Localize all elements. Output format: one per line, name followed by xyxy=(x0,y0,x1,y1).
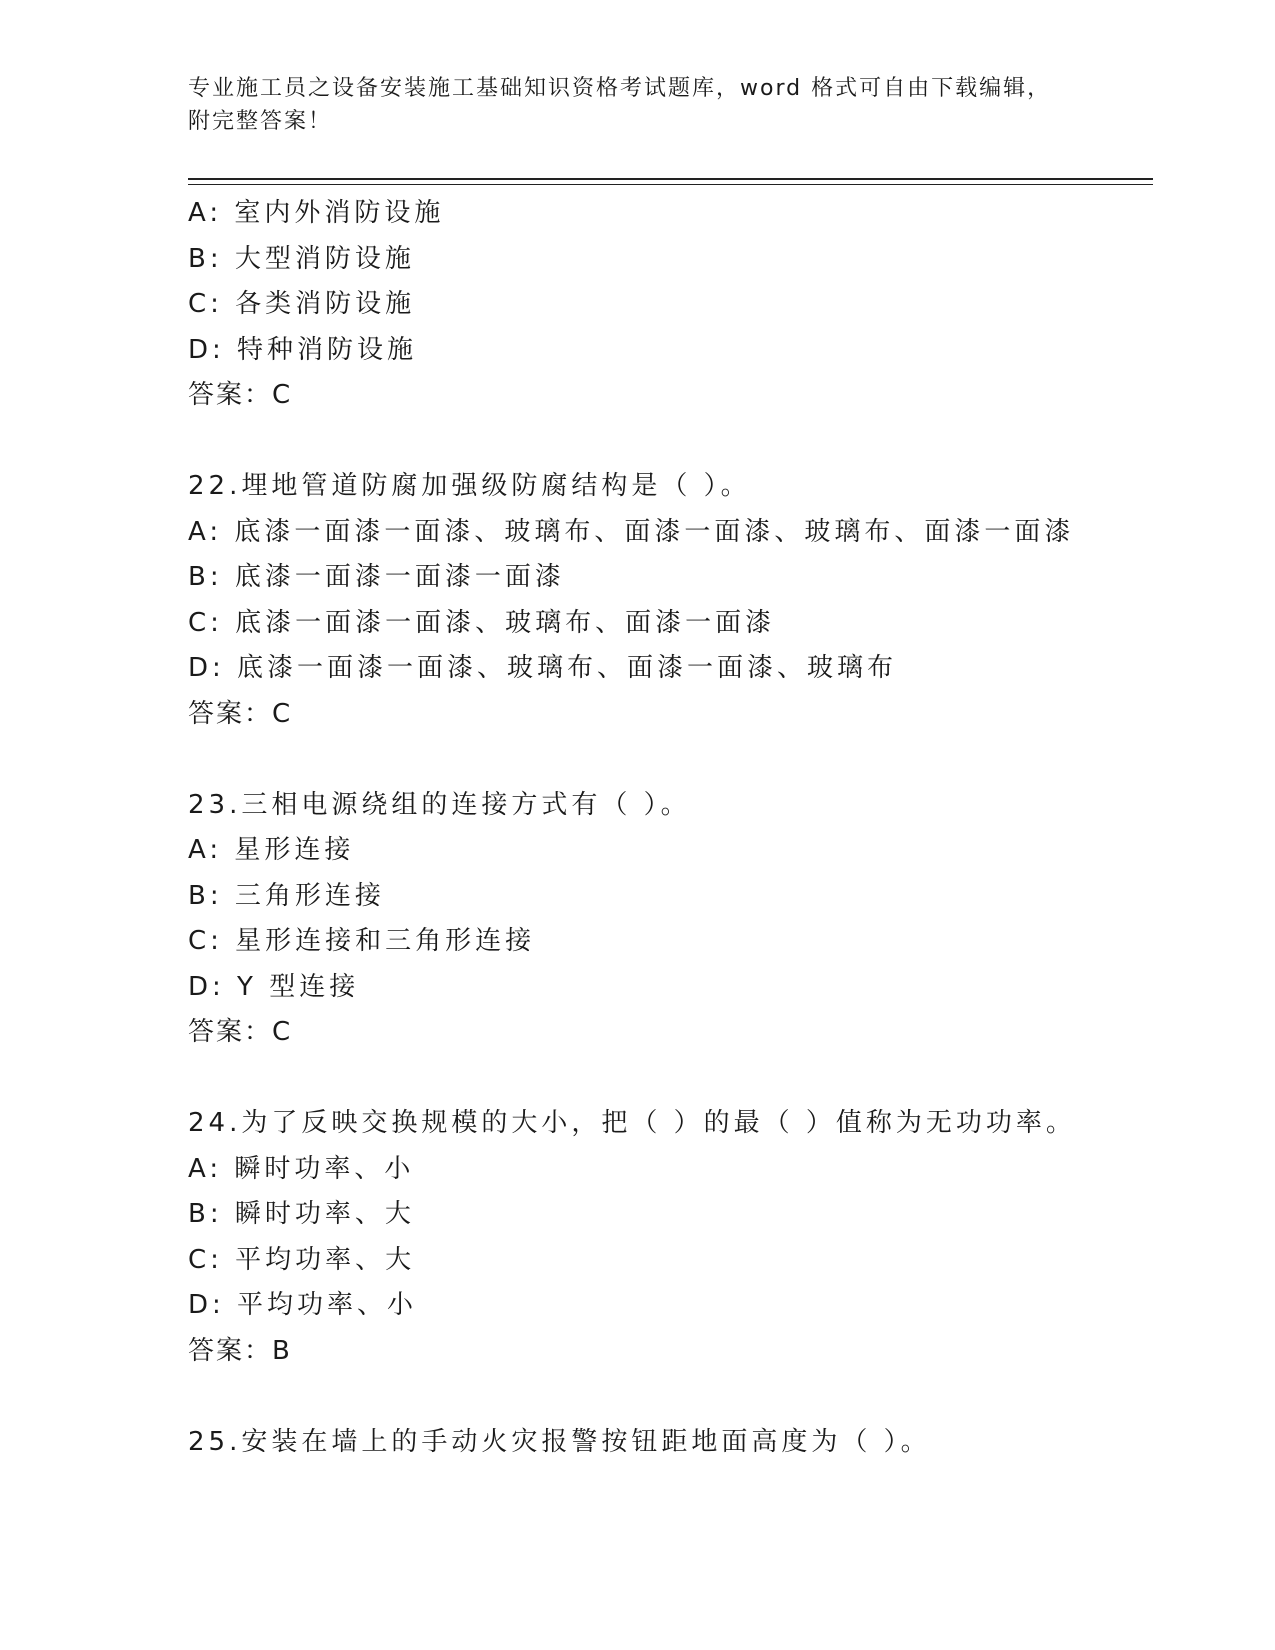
option-a: A: 星形连接 xyxy=(188,835,355,865)
answer: 答案：C xyxy=(188,380,293,410)
document-header xyxy=(188,72,1088,138)
question-text: 23.三相电源绕组的连接方式有（ ）。 xyxy=(188,789,691,820)
question-list xyxy=(188,191,1128,1465)
option-c: C: 各类消防设施 xyxy=(188,289,416,319)
option-c: C: 星形连接和三角形连接 xyxy=(188,926,536,956)
header-line-2: 附完整答案！ xyxy=(188,109,333,134)
question-24 xyxy=(188,1101,1128,1374)
question-23 xyxy=(188,783,1128,1056)
question-22 xyxy=(188,464,1128,737)
option-c: C: 底漆一面漆一面漆、玻璃布、面漆一面漆 xyxy=(188,607,776,638)
spacer xyxy=(188,1374,1128,1420)
answer: 答案：B xyxy=(188,1335,292,1366)
answer: 答案：C xyxy=(188,698,293,729)
option-a: A: 底漆一面漆一面漆、玻璃布、面漆一面漆、玻璃布、面漆一面漆 xyxy=(188,516,1075,547)
question-text: 25.安装在墙上的手动火灾报警按钮距地面高度为（ ）。 xyxy=(188,1426,931,1457)
spacer xyxy=(188,1056,1128,1102)
spacer xyxy=(188,737,1128,783)
option-d: D: Y 型连接 xyxy=(188,971,360,1002)
option-c: C: 平均功率、大 xyxy=(188,1244,416,1275)
option-d: D: 平均功率、小 xyxy=(188,1290,418,1320)
header-line-1: 专业施工员之设备安装施工基础知识资格考试题库，word 格式可自由下载编辑， xyxy=(188,76,1052,101)
option-b: B: 三角形连接 xyxy=(188,880,385,911)
question-21 xyxy=(188,191,1128,419)
header-divider-thick xyxy=(188,178,1153,180)
answer: 答案：C xyxy=(188,1017,293,1047)
question-text: 22.埋地管道防腐加强级防腐结构是（ ）。 xyxy=(188,471,751,501)
option-a: A: 瞬时功率、小 xyxy=(188,1153,415,1184)
question-text: 24.为了反映交换规模的大小，把（ ）的最（ ）值称为无功功率。 xyxy=(188,1108,1076,1138)
option-d: D: 底漆一面漆一面漆、玻璃布、面漆一面漆、玻璃布 xyxy=(188,653,898,683)
option-b: B: 底漆一面漆一面漆一面漆 xyxy=(188,562,565,592)
option-b: B: 瞬时功率、大 xyxy=(188,1199,415,1229)
option-a: A: 室内外消防设施 xyxy=(188,198,445,228)
option-d: D: 特种消防设施 xyxy=(188,334,418,365)
spacer xyxy=(188,419,1128,465)
option-b: B: 大型消防设施 xyxy=(188,243,415,274)
header-divider-thin xyxy=(188,184,1153,185)
question-25 xyxy=(188,1420,1128,1466)
